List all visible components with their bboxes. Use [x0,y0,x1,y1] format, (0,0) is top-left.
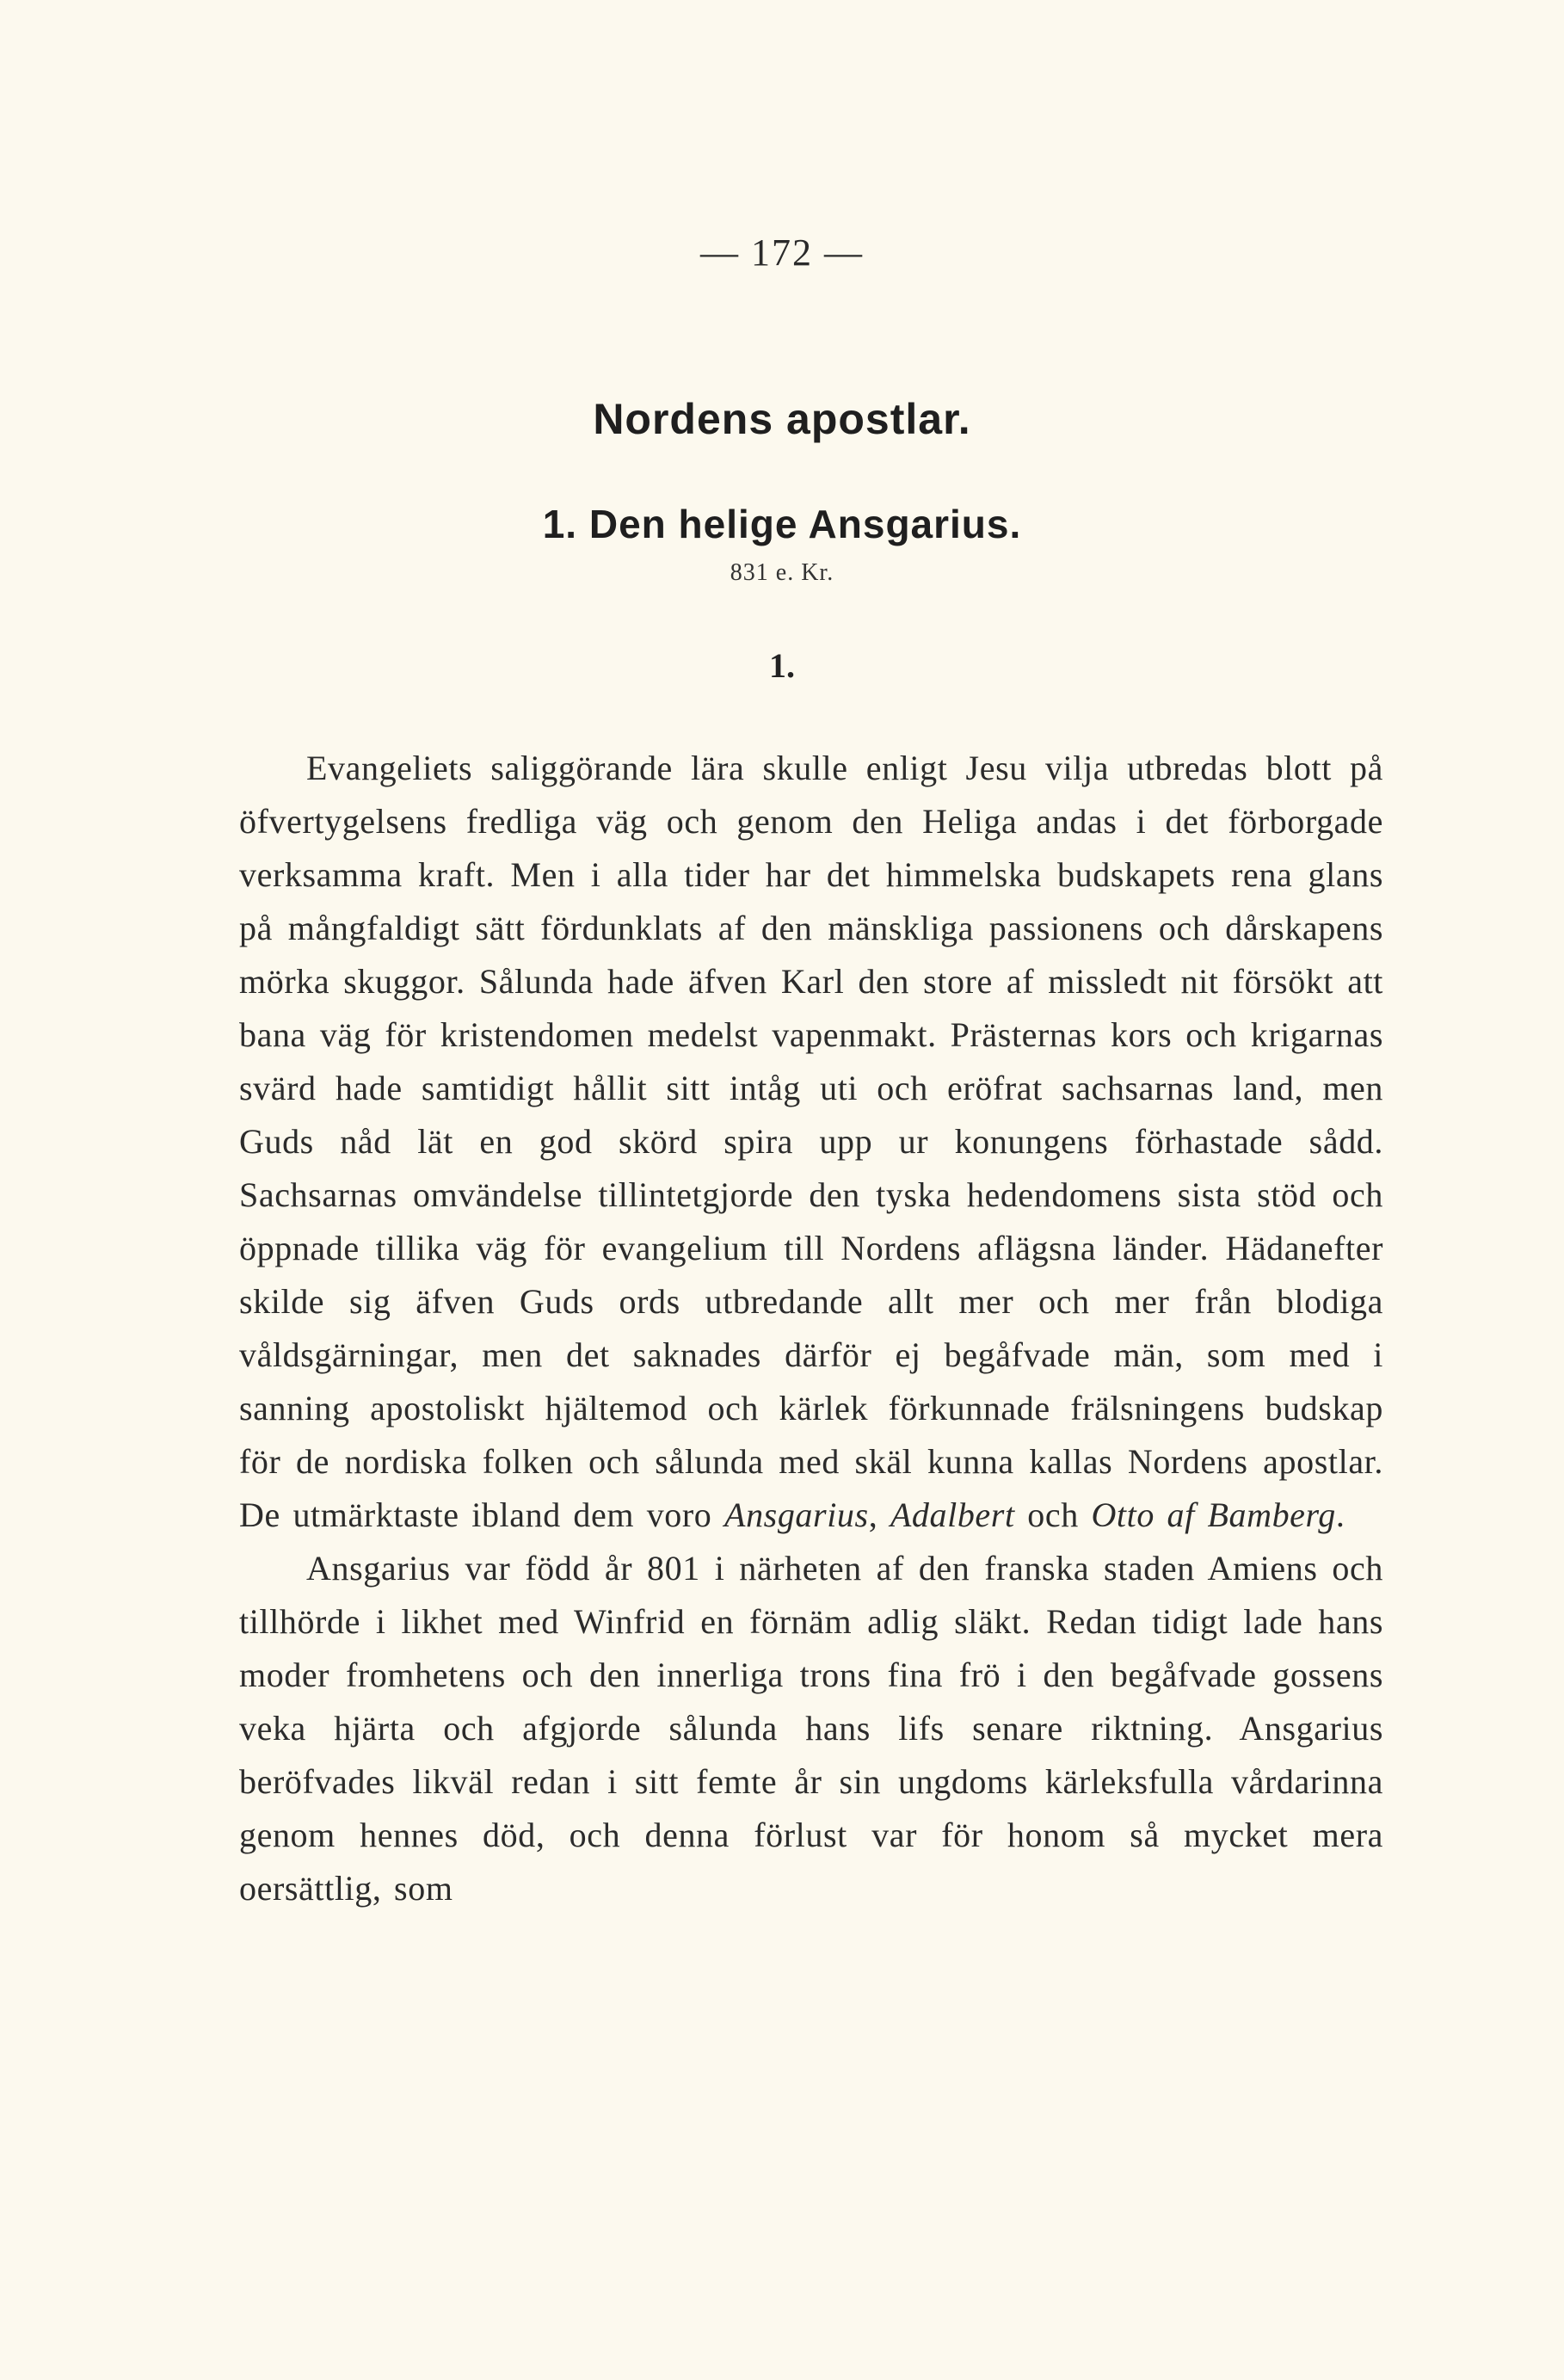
name-adalbert: Adalbert [890,1495,1015,1534]
body-text [239,742,1383,1915]
date-line: 831 e. Kr. [730,559,834,586]
section-number: 1. [769,646,795,685]
paragraph-1 [239,742,1383,1542]
separator: och [1014,1495,1092,1534]
name-otto: Otto af Bamberg [1091,1495,1336,1534]
paragraph-2: Ansgarius var född år 801 i närheten af den franska staden Amiens och tillhörde i likhet med Winfrid en förnäm adlig släkt. Redan tidigt lade hans moder fromhetens och den innerliga trons fina frö i den begåfvade gossens veka hjärta och afgjorde sålunda hans lifs senare riktning. Ansgarius beröfvades likväl redan i sitt femte år sin ungdoms kärleksfulla vårdarinna genom hennes död, och denna förlust var för honom så mycket mera oersättlig, som [239,1549,1383,1908]
page-number: — 172 — [700,231,864,274]
paragraph-1-text: Evangeliets saliggörande lära skulle enligt Jesu vilja utbredas blott på öfvertygelsens fredliga väg och genom den Heliga andas i det förborgade verksamma kraft. Men i alla tider har det himmelska budskapets rena glans på mångfaldigt sätt fördunklats af den mänskliga passionens och dårskapens mörka skuggor. Sålunda hade äfven Karl den store af missledt nit försökt att bana väg för kristendomen medelst vapenmakt. Prästernas kors och krigarnas svärd hade samtidigt hållit sitt intåg uti och eröfrat sachsarnas land, men Guds nåd lät en god skörd spira upp ur konungens förhastade sådd. Sachsarnas omvändelse tillintetgjorde den tyska hedendomens sista stöd och öppnade tillika väg för evangelium till Nordens aflägsna länder. Hädanefter skilde sig äfven Guds ords utbredande allt mer och mer från blodiga våldsgärningar, men det saknades därför ej begåfvade män, som med i sanning apostoliskt hjältemod och kärlek förkunnade frälsningens budskap för de nordiska folken och sålunda med skäl kunna kallas Nordens apostlar. De utmärktaste ibland dem voro [239,749,1383,1534]
name-ansgarius: Ansgarius [724,1495,869,1534]
chapter-title: Nordens apostlar. [593,395,971,443]
period: . [1335,1495,1345,1534]
section-title: 1. Den helige Ansgarius. [542,502,1022,546]
separator: , [868,1495,890,1534]
